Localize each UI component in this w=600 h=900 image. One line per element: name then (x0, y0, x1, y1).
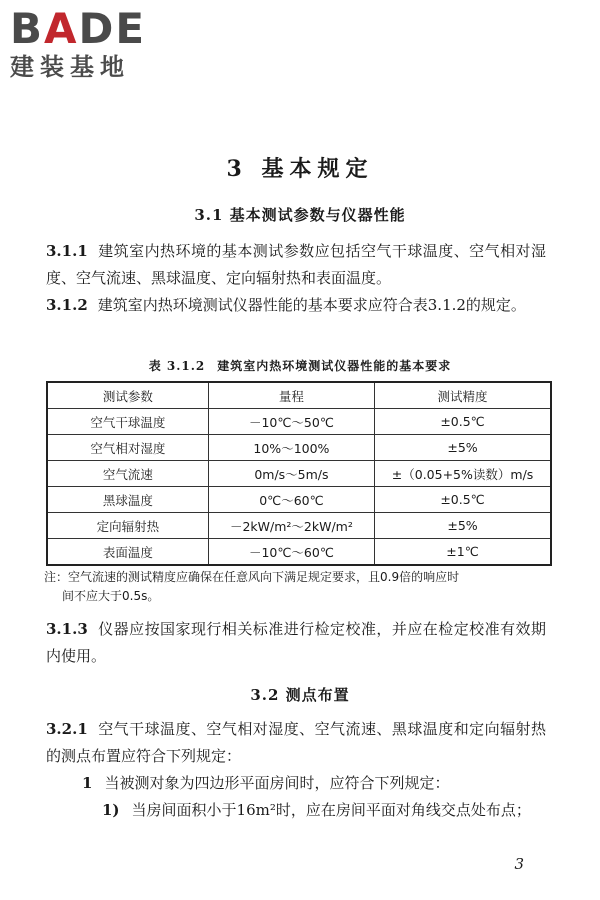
table-row (47, 539, 551, 566)
section-title-3-2: 3.2 测点布置 (250, 686, 350, 704)
cell-range: －10℃～50℃ (208, 409, 374, 435)
cell-parameter: 空气流速 (47, 461, 208, 487)
chapter-title: 3 基本规定 (226, 156, 374, 182)
clause-3-1-2 (46, 292, 546, 319)
header-range: 量程 (208, 382, 374, 409)
table-row (47, 435, 551, 461)
clause-text: 仪器应按国家现行相关标准进行检定校准，并应在检定校准有效期内使用。 (46, 620, 546, 665)
clause-number: 3.1.1 (46, 242, 88, 260)
cell-parameter: 空气相对湿度 (47, 435, 208, 461)
instrument-spec-table (46, 381, 552, 566)
cell-range: 0m/s～5m/s (208, 461, 374, 487)
cell-accuracy: ±0.5℃ (375, 487, 551, 513)
clause-text: 建筑室内热环境测试仪器性能的基本要求应符合表3.1.2的规定。 (97, 296, 526, 314)
clause-3-1-1 (46, 238, 546, 292)
table-row (47, 487, 551, 513)
list-item-text: 当被测对象为四边形平面房间时，应符合下列规定： (104, 774, 450, 792)
publisher-logo (10, 6, 180, 82)
header-accuracy: 测试精度 (375, 382, 551, 409)
header-parameter: 测试参数 (47, 382, 208, 409)
cell-accuracy: ±1℃ (375, 539, 551, 566)
cell-range: －10℃～60℃ (208, 539, 374, 566)
table-note (44, 568, 552, 606)
cell-range: 10%～100% (208, 435, 374, 461)
cell-accuracy: ±5% (375, 435, 551, 461)
cell-accuracy: ±5% (375, 513, 551, 539)
table-caption (0, 357, 600, 374)
cell-accuracy: ±0.5℃ (375, 409, 551, 435)
clause-text: 建筑室内热环境的基本测试参数应包括空气干球温度、空气相对湿度、空气流速、黑球温度、定向辐射热和表面温度。 (46, 242, 546, 287)
logo-subtitle: 建装基地 (10, 53, 130, 81)
clause-number: 3.1.3 (46, 620, 88, 638)
logo-wordmark: BADE (10, 4, 147, 53)
cell-range: －2kW/m²～2kW/m² (208, 513, 374, 539)
cell-parameter: 空气干球温度 (47, 409, 208, 435)
clause-3-1-3 (46, 616, 546, 670)
table-row (47, 513, 551, 539)
clause-number: 3.2.1 (46, 720, 88, 738)
cell-parameter: 定向辐射热 (47, 513, 208, 539)
table-note-line-1: 注：空气流速的测试精度应确保在任意风向下满足规定要求，且0.9倍的响应时 (44, 570, 460, 584)
table-note-line-2: 间不应大于0.5s。 (62, 589, 160, 603)
clause-text: 空气干球温度、空气相对湿度、空气流速、黑球温度和定向辐射热的测点布置应符合下列规定： (46, 720, 546, 765)
table-number: 表 3.1.2 (148, 359, 206, 373)
page-number: 3 (514, 855, 524, 873)
clause-number: 3.1.2 (46, 296, 88, 314)
cell-parameter: 表面温度 (47, 539, 208, 566)
table-title: 建筑室内热环境测试仪器性能的基本要求 (217, 359, 452, 373)
cell-parameter: 黑球温度 (47, 487, 208, 513)
cell-accuracy: ±（0.05+5%读数）m/s (375, 461, 551, 487)
table-row (47, 461, 551, 487)
sub-list-item-text: 当房间面积小于16m²时，应在房间平面对角线交点处布点； (131, 801, 531, 819)
sub-list-item-1 (102, 797, 552, 824)
clause-3-2-1 (46, 716, 546, 770)
list-item-1 (82, 770, 552, 797)
sub-list-marker: 1) (102, 801, 120, 819)
section-title-3-1: 3.1 基本测试参数与仪器性能 (194, 206, 406, 224)
table-header-row (47, 382, 551, 409)
cell-range: 0℃～60℃ (208, 487, 374, 513)
list-marker: 1 (82, 774, 93, 792)
table-row (47, 409, 551, 435)
